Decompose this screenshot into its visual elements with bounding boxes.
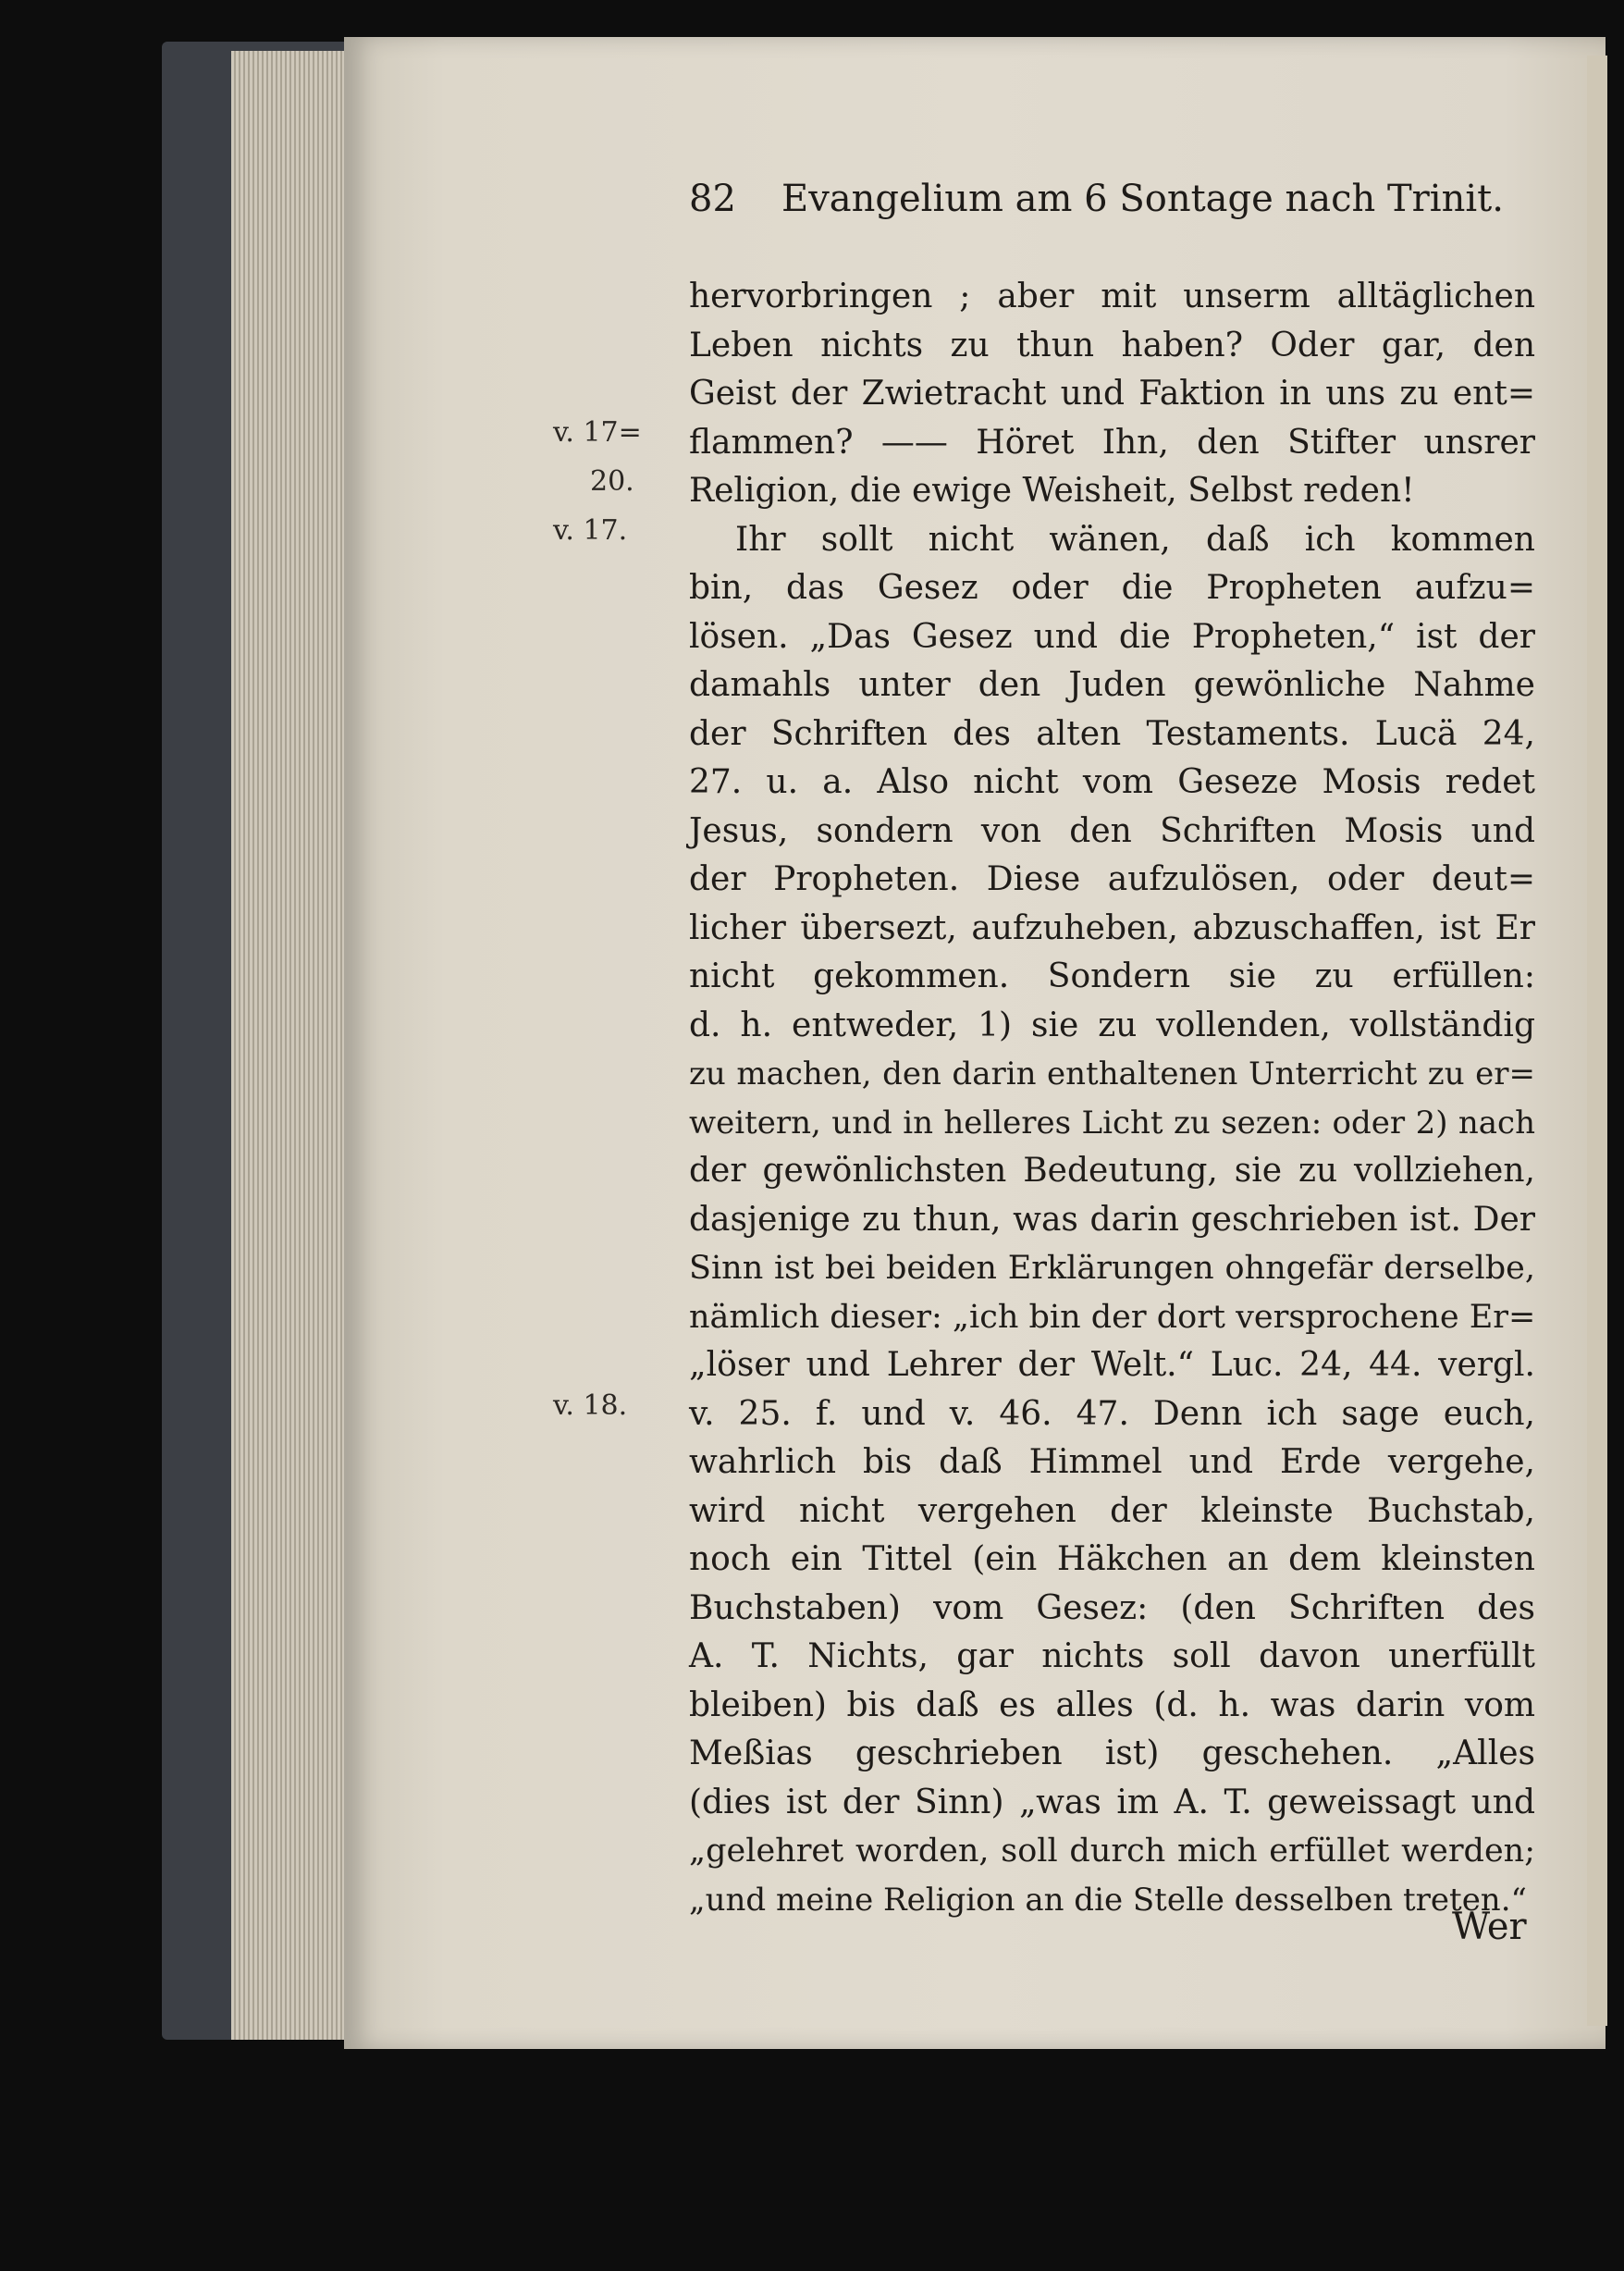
text-line: damahls unter den Juden gewönliche Nahme — [689, 666, 1535, 704]
margin-note: v. 17. — [553, 514, 628, 547]
page-header — [689, 178, 1535, 233]
text-line: 27. u. a. Also nicht vom Geseze Mosis redet — [689, 763, 1535, 801]
text-line: Buchstaben) vom Gesez: (den Schriften des — [689, 1588, 1535, 1627]
catchword: Wer — [1452, 1906, 1527, 1948]
margin-note: v. 17= — [553, 416, 642, 449]
text-line: licher übersezt, aufzuheben, abzuschaffen, ist Er — [689, 908, 1535, 947]
text-line: „gelehret worden, soll durch mich erfüllet werden; — [689, 1833, 1535, 1870]
text-line: Leben nichts zu thun haben? Oder gar, den — [689, 326, 1535, 364]
text-line: hervorbringen ; aber mit unserm alltäglichen — [689, 278, 1535, 315]
text-line: Meßias geschrieben ist) geschehen. „Alles — [689, 1734, 1535, 1772]
text-line: wahrlich bis daß Himmel und Erde vergehe, — [689, 1443, 1535, 1481]
text-line: der Propheten. Diese aufzulösen, oder deut= — [689, 860, 1535, 898]
page-number: 82 — [689, 178, 736, 220]
text-line: nicht gekommen. Sondern sie zu erfüllen: — [689, 957, 1535, 995]
facing-page-edge — [1587, 56, 1607, 2026]
text-line: d. h. entweder, 1) sie zu vollenden, vollständig — [689, 1006, 1535, 1044]
page-edges — [231, 51, 351, 2040]
text-line: noch ein Tittel (ein Häkchen an dem kleinsten — [689, 1540, 1535, 1578]
margin-note: 20. — [590, 465, 634, 498]
text-line: lösen. „Das Gesez und die Propheten,“ ist der — [689, 617, 1535, 656]
text-line: bleiben) bis daß es alles (d. h. was darin vom — [689, 1685, 1535, 1724]
text-line: nämlich dieser: „ich bin der dort versprochene Er= — [689, 1298, 1536, 1336]
text-line: bin, das Gesez oder die Propheten aufzu= — [689, 569, 1535, 607]
running-title: Evangelium am 6 Sontage nach Trinit. — [781, 178, 1504, 220]
text-line: weitern, und in helleres Licht zu sezen: oder 2) nach — [689, 1104, 1535, 1142]
text-line: A. T. Nichts, gar nichts soll davon unerfüllt — [689, 1637, 1535, 1675]
text-line: „und meine Religion an die Stelle desselben treten.“ — [689, 1881, 1527, 1919]
body-text — [689, 273, 1535, 1924]
text-line: der gewönlichsten Bedeutung, sie zu vollziehen, — [689, 1152, 1535, 1190]
text-line: (dies ist der Sinn) „was im A. T. geweissagt und — [689, 1783, 1535, 1821]
text-line: Religion, die ewige Weisheit, Selbst reden! — [689, 472, 1415, 510]
text-line: Jesus, sondern von den Schriften Mosis und — [689, 811, 1535, 850]
text-line: wird nicht vergehen der kleinste Buchstab, — [689, 1491, 1535, 1530]
margin-note: v. 18. — [553, 1389, 628, 1422]
text-line: flammen? —— Höret Ihn, den Stifter unsrer — [689, 423, 1535, 462]
text-line: v. 25. f. und v. 46. 47. Denn ich sage euch, — [689, 1394, 1535, 1433]
text-line: dasjenige zu thun, was darin geschrieben ist. Der — [689, 1200, 1535, 1239]
text-line: zu machen, den darin enthaltenen Unterricht zu er= — [689, 1055, 1535, 1092]
text-line: Ihr sollt nicht wänen, daß ich kommen — [735, 520, 1535, 559]
text-line: der Schriften des alten Testaments. Lucä 24, — [689, 714, 1535, 753]
text-line: „löser und Lehrer der Welt.“ Luc. 24, 44. vergl. — [689, 1346, 1535, 1384]
text-line: Geist der Zwietracht und Faktion in uns zu ent= — [689, 375, 1535, 413]
text-line: Sinn ist bei beiden Erklärungen ohngefär derselbe, — [689, 1250, 1535, 1287]
